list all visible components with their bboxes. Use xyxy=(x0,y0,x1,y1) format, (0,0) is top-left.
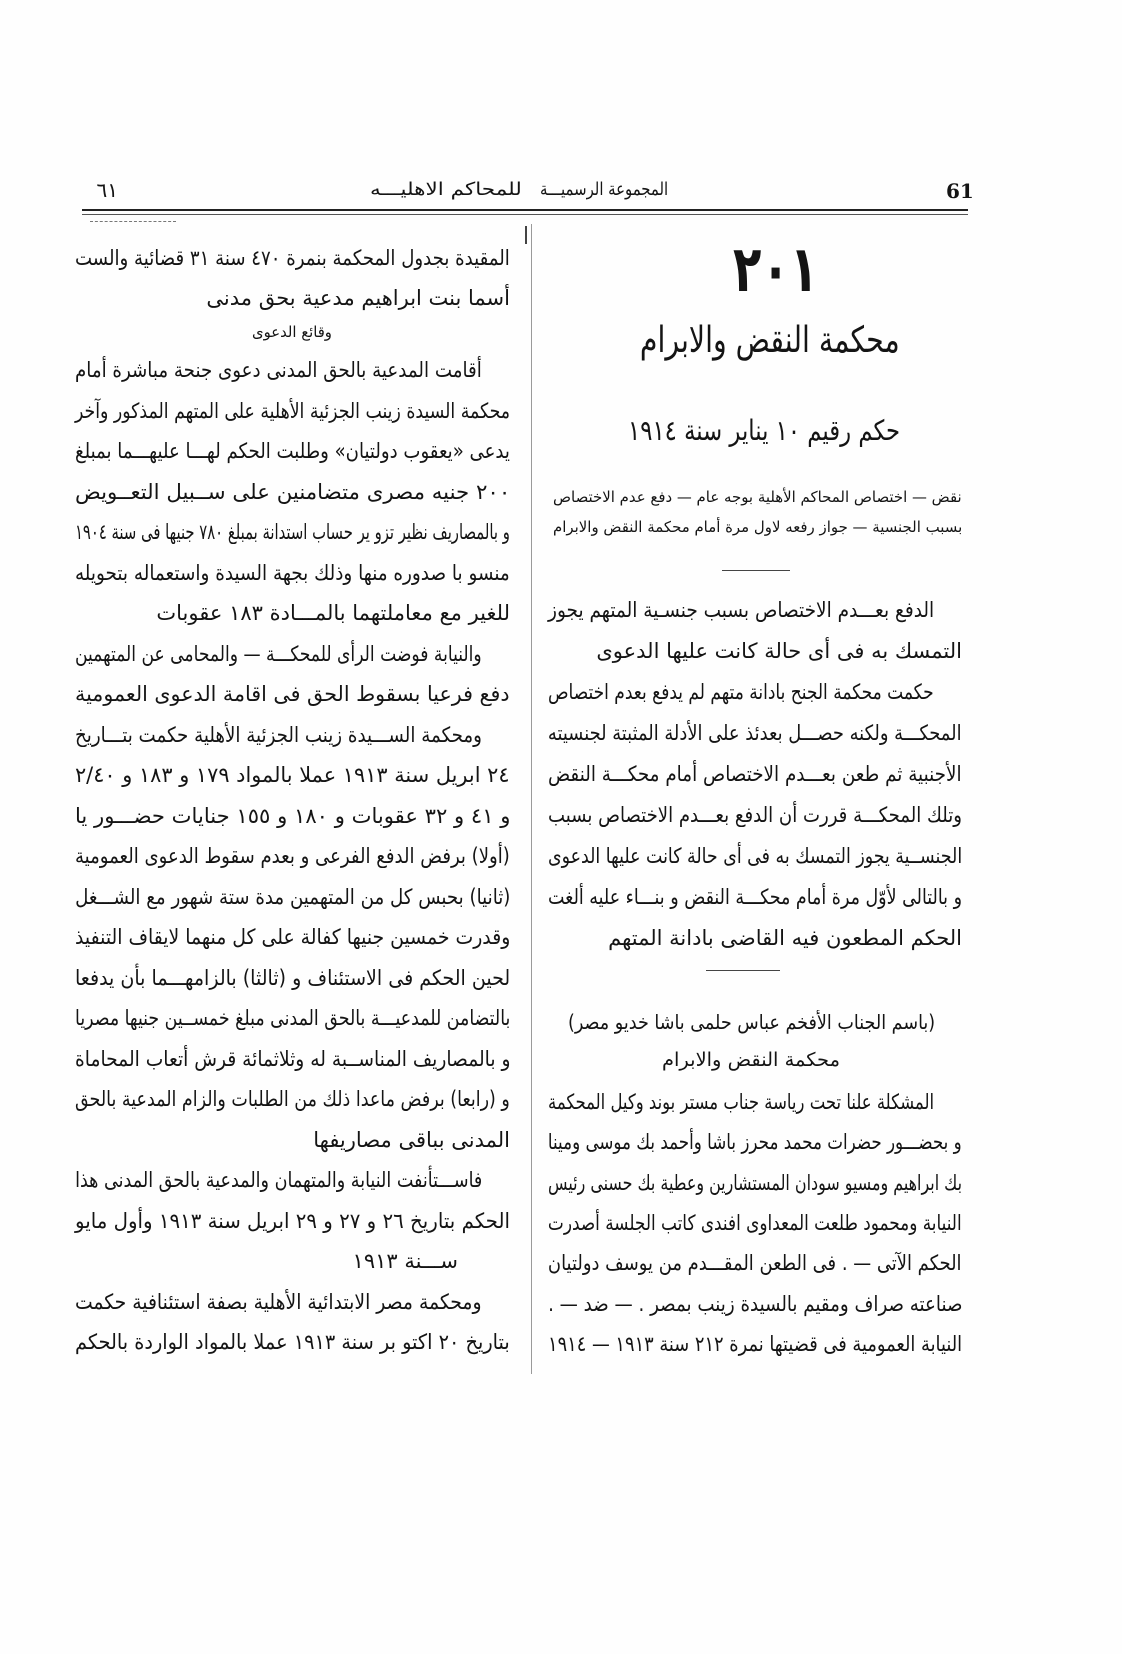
summary-line: و بالتالى لأوّل مرة أمام محكـــة النقض و بنـــاء عليه ألغت xyxy=(547,885,962,909)
running-title-box xyxy=(370,175,522,205)
judgment-opening-line: النيابة ومحمود طلعت المعداوى افندى كاتب الجلسة أصدرت xyxy=(548,1210,962,1235)
continuation-line: أسما بنت ابراهيم مدعية بحق مدنى xyxy=(206,286,510,310)
facts-body xyxy=(75,350,510,1363)
case-number-box xyxy=(732,233,818,307)
judgment-opening-line: و بحضـــور حضرات محمد محرز باشا وأحمد بك موسى ومينا xyxy=(548,1130,962,1155)
invocation-box xyxy=(568,1006,935,1038)
judgment-opening-line: المشكلة علنا تحت رياسة جناب مستر بوند وكيل المحكمة xyxy=(547,1090,934,1114)
court-name-repeat-box xyxy=(662,1045,840,1075)
section-divider xyxy=(722,570,790,571)
court-name: محكمة النقض والابرام xyxy=(640,320,900,361)
facts-line: و بالمصاريف نظير تزو ير حساب استدانة بمبلغ ٧٨٠ جنيها فى سنة ١٩٠٤ xyxy=(75,520,510,544)
facts-line: المدنى بباقى مصاريفها xyxy=(313,1127,510,1152)
principle-line: الدفع بعـــدم الاختصاص بسبب جنسـية المتهم يجوز xyxy=(547,598,934,622)
case-number: ٢٠١ xyxy=(732,233,818,307)
facts-line: والنيابة فوضت الرأى للمحكـــة — والمحامى عن المتهمين xyxy=(75,641,482,666)
facts-line: لحين الحكم فى الاستئناف و (ثالثا) بالزامهـــما بأن يدفعا xyxy=(74,965,510,990)
court-name-repeat: محكمة النقض والابرام xyxy=(662,1049,840,1071)
facts-line: يدعى «يعقوب دولتيان» وطلبت الحكم لهـــا عليهـــما بمبلغ xyxy=(75,439,510,463)
column-divider xyxy=(531,224,532,1374)
headnote-line: نقض — اختصاص المحاكم الأهلية بوجه عام — دفع عدم الاختصاص xyxy=(553,488,962,506)
facts-line: بالتضامن للمدعيـــة بالحق المدنى مبلغ خمســين جنيها مصريا xyxy=(74,1006,510,1030)
judgment-opening-line: الحكم الآتى — . فى الطعن المقـــدم من يوسف دولتيان xyxy=(548,1251,962,1276)
headnote xyxy=(553,482,962,542)
header-rule xyxy=(82,209,968,211)
page-number-arabic-box xyxy=(90,175,118,205)
facts-line: و بالمصاريف المناســبة له وثلاثمائة قرش أتعاب المحاماة xyxy=(74,1046,510,1071)
invocation: (باسم الجناب الأفخم عباس حلمى باشا خديو مصر) xyxy=(567,1010,935,1034)
facts-line: فاســـتأنفت النيابة والمتهمان والمدعية بالحق المدنى هذا xyxy=(74,1168,482,1192)
principle-and-summary xyxy=(548,590,962,959)
principle-line: التمسك به فى أى حالة كانت عليها الدعوى xyxy=(596,639,962,663)
page-number-arabic: ٦١ xyxy=(96,178,118,202)
continuation-line: المقيدة بجدول المحكمة بنمرة ٤٧٠ سنة ٣١ قضائية والست xyxy=(75,246,510,270)
facts-line: (ثانيا) بحبس كل من المتهمين مدة ستة شهور مع الشـــغل xyxy=(74,884,510,909)
court-name-box xyxy=(640,316,900,366)
facts-line: ٢٠٠ جنيه مصرى متضامنين على ســبيل التعــويض xyxy=(74,479,510,504)
facts-line: الحكم بتاريخ ٢٦ و ٢٧ و ٢٩ ابريل سنة ١٩١٣ وأول مايو xyxy=(75,1208,510,1233)
page-number-latin: 61 xyxy=(946,179,974,203)
judgment-date-box xyxy=(628,410,900,452)
facts-line: بتاريخ ٢٠ اكتو بر سنة ١٩١٣ عملا بالمواد الواردة بالحكم xyxy=(75,1330,510,1354)
judgment-opening-line: النيابة العمومية فى قضيتها نمرة ٢١٢ سنة ١٩١٣ — ١٩١٤ xyxy=(547,1331,962,1356)
scan-mark xyxy=(525,226,527,244)
facts-line: ســـنة ١٩١٣ xyxy=(352,1249,458,1273)
facts-line: دفع فرعيا بسقوط الحق فى اقامة الدعوى العمومية xyxy=(75,682,510,706)
facts-line: وقدرت خمسين جنيها كفالة على كل منهما لايقاف التنفيذ xyxy=(74,925,510,949)
facts-line: محكمة السيدة زينب الجزئية الأهلية على المتهم المذكور وآخر xyxy=(74,398,510,423)
running-title-part2: للمحاكم الاهليـــه xyxy=(370,179,522,200)
judgment-opening xyxy=(548,1082,962,1364)
summary-line: الحكم المطعون فيه القاضى بادانة المتهم xyxy=(608,926,962,950)
summary-line: وتلك المحكـــة قررت أن الدفع بعـــدم الاختصاص بسبب xyxy=(548,803,962,827)
header-rule-thin xyxy=(82,214,968,215)
continuation xyxy=(75,238,510,318)
running-title-part1: المجموعة الرسميـــة xyxy=(539,179,668,200)
facts-line: منسو با صدوره منها وذلك بجهة السيدة واستعماله بتحويله xyxy=(75,560,510,585)
facts-line: ٢٤ ابريل سنة ١٩١٣ عملا بالمواد ١٧٩ و ١٨٣ و ٢/٤٠ xyxy=(75,763,510,787)
summary-line: المحكـــة ولكنه حصـــل بعدئذ على الأدلة المثبتة لجنسيته xyxy=(548,721,962,745)
facts-heading-box xyxy=(252,318,332,346)
summary-line: الجنســية يجوز التمسك به فى أى حالة كانت عليها الدعوى xyxy=(547,844,962,868)
judgment-opening-line: بك ابراهيم ومسيو سودان المستشارين وعطية بك حسنى رئيس xyxy=(547,1170,962,1195)
running-title-box xyxy=(540,175,668,205)
summary-line: الأجنبية ثم طعن بعـــدم الاختصاص أمام محكـــة النقض xyxy=(548,762,962,786)
facts-line: أقامت المدعية بالحق المدنى دعوى جنحة مباشرة أمام xyxy=(75,358,482,382)
facts-line: و (رابعا) برفض ماعدا ذلك من الطلبات والزام المدعية بالحق xyxy=(75,1087,510,1111)
facts-line: و ٤١ و ٣٢ عقوبات و ١٨٠ و ١٥٥ جنايات حضـــور يا xyxy=(74,803,510,828)
scan-mark xyxy=(90,221,176,222)
headnote-line: بسبب الجنسية — جواز رفعه لاول مرة أمام محكمة النقض والابرام xyxy=(552,518,962,536)
facts-line: ومحكمة الســـيدة زينب الجزئية الأهلية حكمت بتـــاريخ xyxy=(75,722,482,747)
section-divider xyxy=(706,970,780,971)
facts-line: ومحكمة مصر الابتدائية الأهلية بصفة استئنافية حكمت xyxy=(75,1289,482,1314)
facts-line: (أولا) برفض الدفع الفرعى و بعدم سقوط الدعوى العمومية xyxy=(75,844,510,868)
facts-line: للغير مع معاملتهما بالمـــادة ١٨٣ عقوبات xyxy=(156,601,510,625)
facts-heading: وقائع الدعوى xyxy=(252,323,332,341)
judgment-date: حكم رقيم ١٠ يناير سنة ١٩١٤ xyxy=(627,414,900,447)
summary-line: حكمت محكمة الجنح بادانة متهم لم يدفع بعدم اختصاص xyxy=(548,680,934,704)
judgment-opening-line: صناعته صراف ومقيم بالسيدة زينب بمصر . — ضد — . xyxy=(547,1291,962,1316)
